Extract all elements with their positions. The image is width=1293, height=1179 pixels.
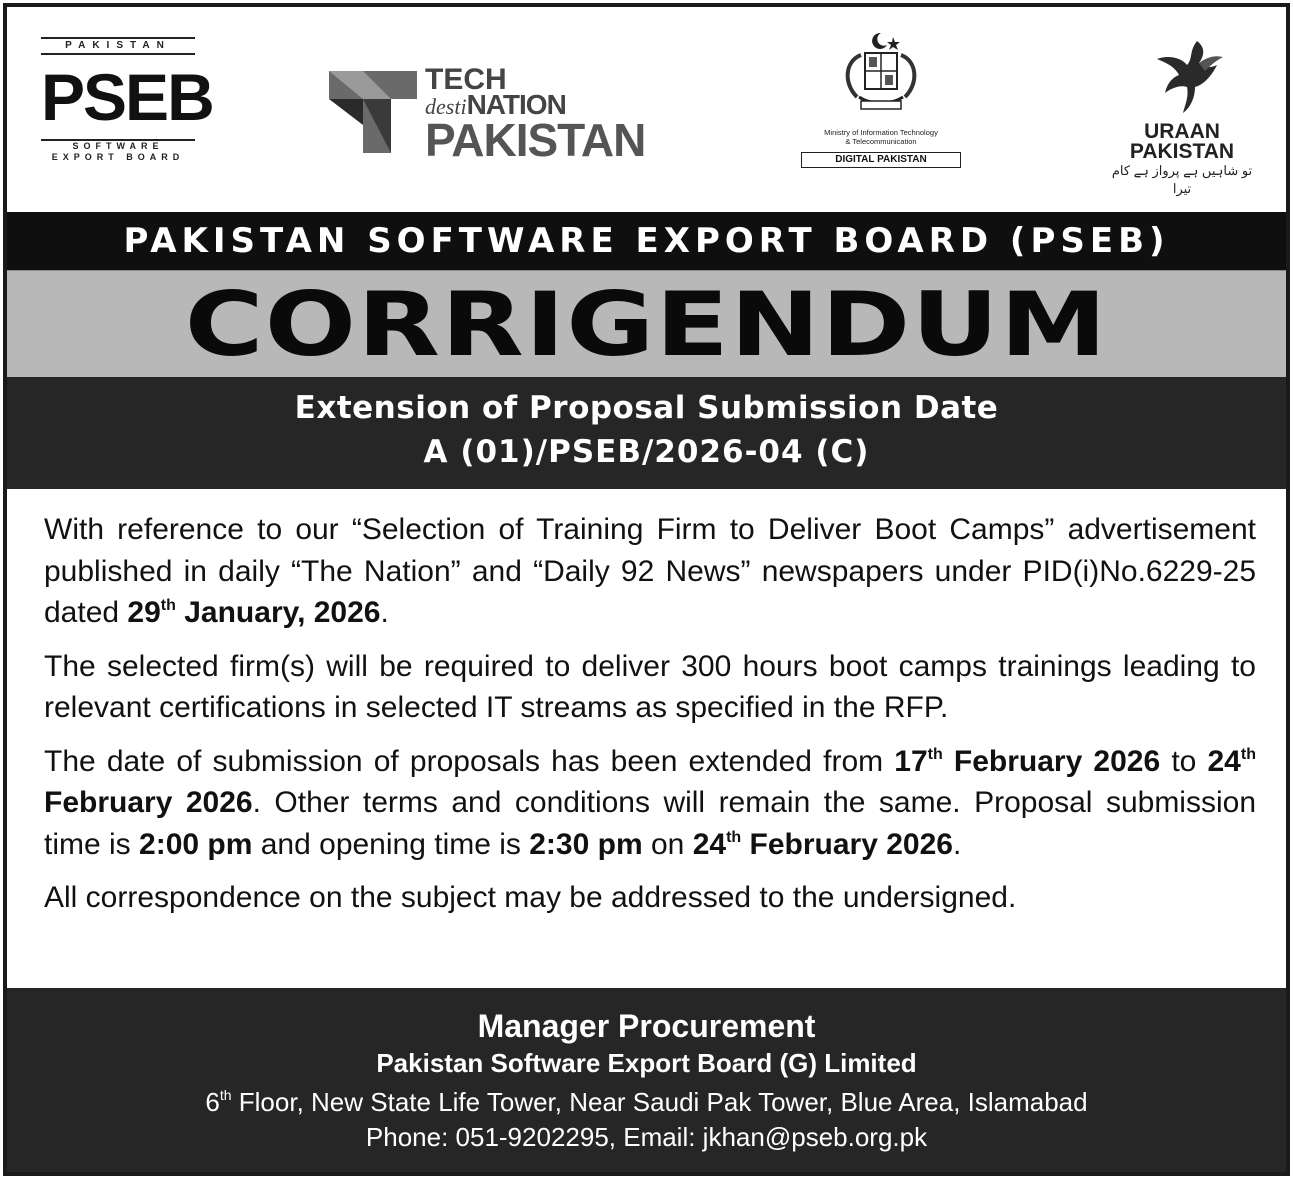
p3-d2-sup: th (1240, 745, 1256, 763)
ministry-name-1: Ministry of Information Technology (824, 128, 938, 137)
address-floor: 6 (205, 1087, 220, 1117)
p1-end: . (380, 596, 389, 629)
tech-destination-mark-icon (325, 61, 421, 161)
p3-d3-rest: February 2026 (741, 827, 953, 861)
p3-d3-sup: th (726, 828, 742, 846)
uraan-urdu-tagline: تو شاہیں ہے پرواز ہے کام تیرا (1111, 163, 1253, 196)
p3-t4: and opening time is (252, 827, 530, 861)
org-title-bar (7, 212, 1286, 270)
p3-d1-rest: February 2026 (942, 744, 1161, 778)
pseb-logo (41, 37, 213, 179)
tech-text: TECH (425, 63, 507, 96)
ministry-logo (797, 31, 965, 185)
p3-d1-day: 17 (894, 744, 928, 778)
p3-time2: 2:30 pm (529, 827, 643, 861)
advertisement-frame (3, 3, 1290, 1176)
state-emblem-icon (831, 31, 931, 117)
p3-date1 (894, 745, 1160, 778)
pakistan-text: PAKISTAN (425, 114, 646, 166)
paragraph-extension (44, 741, 1256, 866)
contact-details: Phone: 051-9202295, Email: jkhan@pseb.org.pk (365, 1122, 928, 1152)
contact-footer (7, 988, 1286, 1176)
p1-date-day: 29 (127, 596, 161, 629)
subtitle-bar (7, 377, 1286, 489)
pseb-logo-wordmark: PSEB (41, 60, 213, 134)
tech-destination-logo (325, 61, 665, 166)
desti-text: desti (425, 94, 467, 119)
address (7, 1085, 1286, 1119)
p3-d1-sup: th (927, 745, 943, 763)
p3-date3 (693, 828, 953, 861)
paragraph-correspondence: All correspondence on the subject may be addressed to the undersigned. (44, 881, 1017, 914)
signatory-title: Manager Procurement (477, 1008, 816, 1044)
pseb-logo-sub2: EXPORT BOARD (51, 152, 185, 162)
eagle-icon (1137, 37, 1227, 117)
subtitle: Extension of Proposal Submission Date (294, 390, 999, 426)
uraan-pakistan-logo (1107, 37, 1257, 196)
p3-d2-rest: February 2026 (44, 786, 253, 819)
address-rest: Floor, New State Life Tower, Near Saudi Pak Tower, Blue Area, Islamabad (231, 1087, 1088, 1117)
p1-date (127, 596, 380, 629)
p1-text: With reference to our “Selection of Training Firm to Deliver Boot Camps” advertisement published in daily “The Nation” and “Daily 92 News” newspapers under PID(i)No.6229-25 dated (44, 513, 1256, 629)
p1-date-sup: th (160, 597, 176, 614)
nation-text: NATION (466, 89, 566, 120)
p3-time1: 2:00 pm (139, 827, 253, 861)
paragraph-reference (44, 509, 1256, 634)
ministry-name-2: & Telecommunication (845, 137, 917, 146)
p3-t3: . Other terms and conditions will remain the same. Proposal submission time is (44, 786, 1257, 861)
pseb-logo-top-text: PAKISTAN (65, 40, 171, 51)
uraan-pakistan-text: PAKISTAN (1129, 140, 1235, 163)
p3-t5: on (642, 827, 693, 861)
corrigendum-heading: CORRIGENDUM (184, 273, 1109, 376)
notice-body (44, 509, 1256, 931)
p3-end: . (952, 827, 962, 861)
pseb-logo-sub1: SOFTWARE (72, 141, 164, 151)
digital-pakistan-tag: DIGITAL PAKISTAN (801, 152, 961, 168)
signatory-org: Pakistan Software Export Board (G) Limited (376, 1048, 917, 1078)
p1-date-rest: January, 2026 (175, 596, 381, 629)
p3-d3-day: 24 (692, 827, 727, 861)
reference-number: A (01)/PSEB/2026-04 (C) (423, 434, 870, 470)
logo-row (7, 7, 1286, 212)
org-title: PAKISTAN SOFTWARE EXPORT BOARD (PSEB) (123, 221, 1170, 261)
corrigendum-banner (7, 270, 1286, 377)
p3-t1: The date of submission of proposals has been extended from (44, 744, 895, 778)
uraan-text: URAAN (1144, 120, 1220, 143)
address-sup: th (219, 1087, 232, 1103)
paragraph-scope: The selected firm(s) will be required to deliver 300 hours boot camps trainings leading to relevant certifications in selected IT streams as specified in the RFP. (44, 649, 1256, 724)
p3-d2-day: 24 (1207, 744, 1241, 778)
p3-t2: to (1160, 744, 1208, 778)
